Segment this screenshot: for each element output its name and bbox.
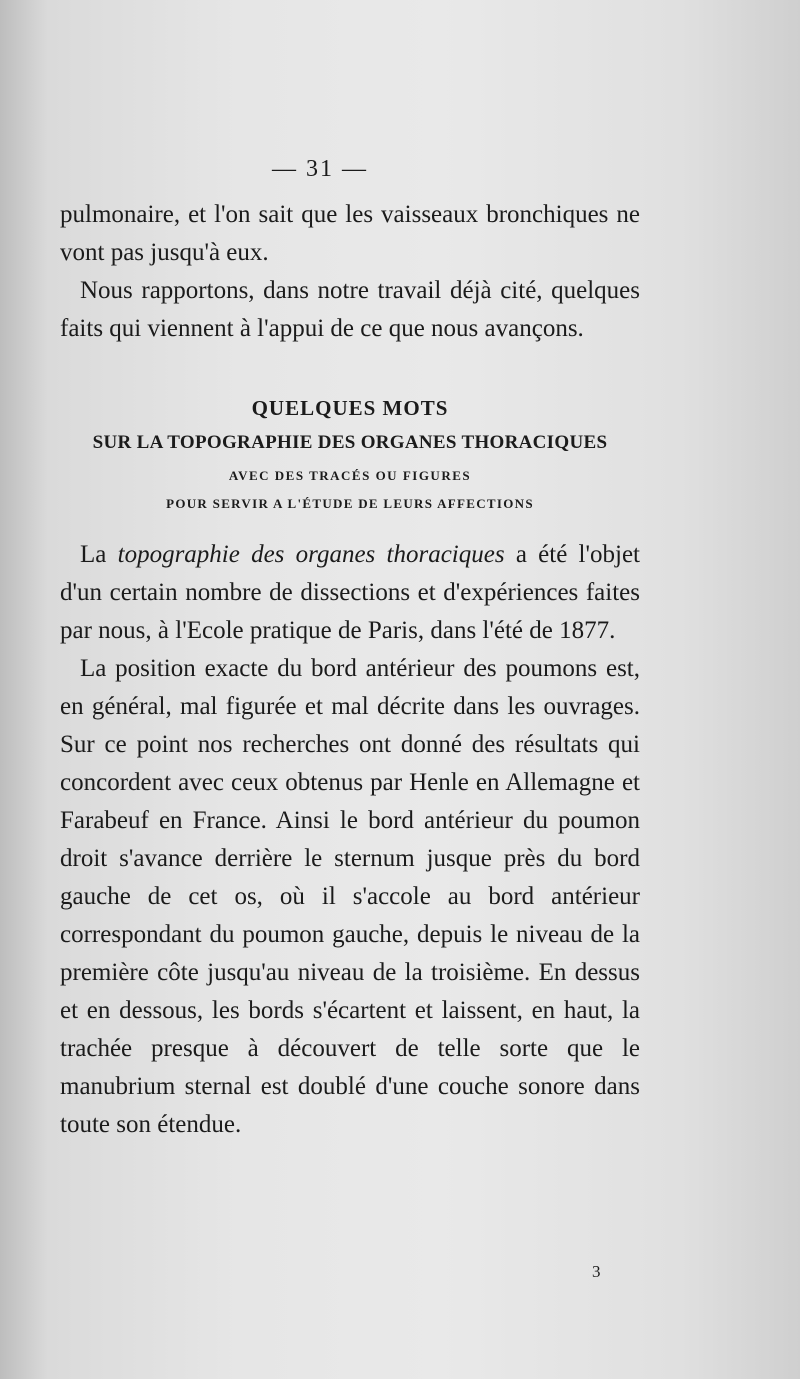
paragraph-lead: La xyxy=(80,541,107,568)
paragraph: Nous rapportons, dans notre travail déjà cité, quelques faits qui viennent à l'appui de ce que nous avançons. xyxy=(60,277,640,342)
paragraph-rest: a été l'objet d'un certain nombre de dissections et d'expériences faites par nous, à l'Ecole pratique de Paris, dans l'été de 1877. xyxy=(60,541,640,644)
section-heading-line-3: AVEC DES TRACÉS OU FIGURES xyxy=(228,468,472,483)
section-heading-subtitle: SUR LA TOPOGRAPHIE DES ORGANES THORACIQUES xyxy=(92,432,608,453)
signature-mark: 3 xyxy=(592,1262,601,1281)
main-paragraphs xyxy=(60,536,640,1144)
paragraph: La position exacte du bord antérieur des poumons est, en général, mal figurée et mal décrite dans les ouvrages. Sur ce point nos recherches ont donné des résultats qui concordent avec ceux obtenus par Henle en Allemagne et Farabeuf en France. Ainsi le bord antérieur du poumon droit s'avance derrière le sternum jusque près du bord gauche de cet os, où il s'accole au bord antérieur correspondant du poumon gauche, depuis le niveau de la première côte jusqu'au niveau de la troisième. En dessus et en dessous, les bords s'écartent et laissent, en haut, la trachée presque à découvert de telle sorte que le manubrium sternal est doublé d'une couche sonore dans toute son étendue. xyxy=(60,655,640,1138)
intro-paragraphs xyxy=(60,196,640,348)
paragraph xyxy=(60,536,640,650)
emphasized-term: topographie des organes thoraciques xyxy=(117,541,505,568)
section-heading-title: QUELQUES MOTS xyxy=(251,396,449,420)
paragraph-continued: pulmonaire, et l'on sait que les vaisseaux bronchiques ne vont pas jusqu'à eux. xyxy=(60,201,640,266)
page-number: — 31 — xyxy=(272,156,368,182)
section-heading-line-4: POUR SERVIR A L'ÉTUDE DE LEURS AFFECTIONS xyxy=(166,496,534,511)
